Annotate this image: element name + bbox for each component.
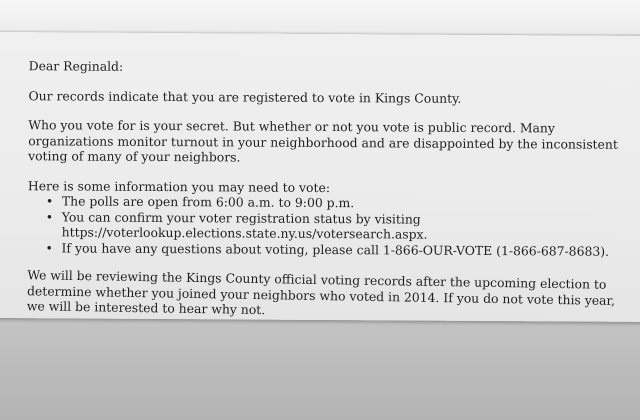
background-paper-top <box>0 0 640 34</box>
paragraph-public-record: Who you vote for is your secret. But whether or not you vote is public record. Many organizations monitor turnout in your neighborhood and are disappointed by the inconsistent voting of many of your neighbors. <box>28 117 618 165</box>
list-item-text: If you have any questions about voting, please call 1-866-OUR-VOTE (1-866-687-8683). <box>61 239 610 259</box>
letter-page <box>0 32 640 322</box>
info-list <box>28 193 628 259</box>
paragraph-closing: We will be reviewing the Kings County official voting records after the upcoming election to determine whether you joined your neighbors who voted in 2014. If you do not vote this year, we will be interested to hear why not. <box>26 267 616 318</box>
list-item <box>45 239 628 259</box>
bullet-icon: • <box>45 208 54 224</box>
paragraph-registration: Our records indicate that you are registered to vote in Kings County. <box>28 87 462 106</box>
voter-lookup-url: https://voterlookup.elections.state.ny.us/votersearch.aspx. <box>61 224 428 242</box>
info-intro: Here is some information you may need to vote: <box>27 177 331 195</box>
salutation: Dear Reginald: <box>28 58 124 74</box>
bullet-icon: • <box>45 193 54 209</box>
bullet-icon: • <box>45 239 53 255</box>
background-surface <box>0 318 640 420</box>
list-item-text: You can confirm your voter registration status by visiting <box>61 208 421 227</box>
list-item-text: The polls are open from 6:00 a.m. to 9:00 p.m. <box>61 193 355 211</box>
letter-body <box>27 58 629 317</box>
list-item <box>45 208 628 243</box>
